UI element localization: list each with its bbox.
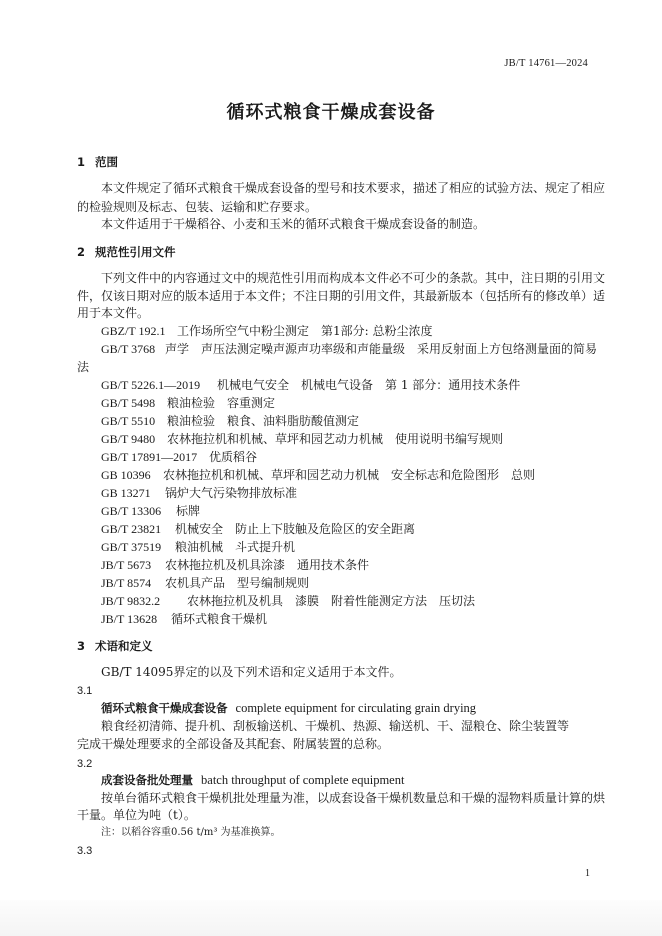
reference-item — [101, 557, 621, 573]
reference-item — [101, 503, 621, 519]
reference-code: JB/T 13628 — [101, 612, 158, 626]
term-definition-line: 完成干燥处理要求的全部设备及其配套、附属装置的总称。 — [77, 737, 390, 751]
standard-number: JB/T 14761—2024 — [504, 58, 588, 69]
reference-title: 粮油检验 容重测定 — [167, 396, 276, 410]
reference-title: 农机具产品 型号编制规则 — [165, 576, 310, 590]
reference-title: 声学 声压法测定噪声源声功率级和声能量级 采用反射面上方包络测量面的简易 — [165, 342, 598, 356]
reference-item — [101, 539, 621, 555]
reference-code: GB/T 23821 — [101, 522, 162, 536]
reference-code: JB/T 8574 — [101, 576, 152, 590]
reference-code: GB/T 17891—2017 — [101, 450, 198, 464]
scope-paragraph-line: 的检验规则及标志、包装、运输和贮存要求。 — [77, 200, 318, 214]
reference-item — [101, 413, 621, 429]
reference-item — [101, 341, 621, 357]
section-title: 范围 — [95, 155, 118, 169]
section-number: 1 — [77, 155, 86, 169]
reference-item — [101, 395, 621, 411]
reference-code: GBZ/T 192.1 — [101, 324, 166, 338]
section-number: 3 — [77, 639, 86, 653]
reference-title: 优质稻谷 — [209, 450, 258, 464]
term-number: 3.2 — [77, 758, 93, 770]
reference-item — [101, 575, 621, 591]
page-bottom-edge — [0, 900, 662, 936]
section-heading-normative-references — [77, 244, 597, 260]
section-title: 术语和定义 — [95, 639, 153, 653]
term-name-cn: 成套设备批处理量 — [101, 773, 193, 787]
section-heading-scope — [77, 154, 597, 170]
term-definition-line: 干量。单位为吨（t）。 — [77, 808, 196, 822]
reference-item — [101, 377, 621, 393]
reference-title: 农林拖拉机及机具涂漆 通用技术条件 — [165, 558, 370, 572]
term-name — [101, 700, 621, 716]
reference-code: JB/T 9832.2 — [101, 594, 161, 608]
reference-title: 标牌 — [176, 504, 201, 518]
term-definition-line: 按单台循环式粮食干燥机批处理量为准，以成套设备干燥机数量总和干燥的湿物料质量计算的烘 — [101, 791, 606, 805]
reference-title: 农林拖拉机及机具 漆膜 附着性能测定方法 压切法 — [187, 594, 476, 608]
reference-item — [101, 467, 621, 483]
reference-title: 循环式粮食干燥机 — [171, 612, 268, 626]
section-number: 2 — [77, 245, 86, 259]
term-name-en: batch throughput of complete equipment — [201, 773, 405, 787]
reference-code: GB/T 5510 — [101, 414, 156, 428]
normative-intro-line: 下列文件中的内容通过文中的规范性引用而构成本文件必不可少的条款。其中，注日期的引用文 — [101, 271, 606, 285]
term-name — [101, 772, 621, 788]
terms-intro: GB/T 14095界定的以及下列术语和定义适用于本文件。 — [101, 665, 402, 679]
reference-title: 农林拖拉机和机械、草坪和园艺动力机械 安全标志和危险图形 总则 — [163, 468, 536, 482]
reference-code: GB/T 3768 — [101, 342, 156, 356]
reference-code: GB/T 13306 — [101, 504, 162, 518]
reference-item — [101, 431, 621, 447]
reference-item — [101, 485, 621, 501]
reference-title: 粮油检验 粮食、油料脂肪酸值测定 — [167, 414, 360, 428]
reference-code: GB/T 5226.1—2019 — [101, 378, 201, 392]
section-heading-terms-definitions — [77, 638, 597, 654]
reference-item — [101, 611, 621, 627]
document-title: 循环式粮食干燥成套设备 — [226, 102, 436, 123]
page-number: 1 — [585, 868, 590, 879]
reference-code: JB/T 5673 — [101, 558, 152, 572]
reference-title: 机械安全 防止上下肢触及危险区的安全距离 — [175, 522, 416, 536]
reference-code: GB 10396 — [101, 468, 151, 482]
term-name-en: complete equipment for circulating grain drying — [235, 701, 477, 715]
reference-title: 工作场所空气中粉尘测定 第1部分: 总粉尘浓度 — [177, 324, 433, 338]
scope-paragraph-line: 本文件规定了循环式粮食干燥成套设备的型号和技术要求，描述了相应的试验方法、规定了相应 — [101, 181, 606, 195]
reference-code: GB/T 37519 — [101, 540, 162, 554]
reference-item — [101, 521, 621, 537]
normative-intro-line: 用于本文件。 — [77, 306, 150, 320]
term-name-cn: 循环式粮食干燥成套设备 — [101, 701, 228, 715]
reference-item — [101, 593, 621, 609]
term-note: 注：以稻谷容重0.56 t/m³ 为基准换算。 — [101, 827, 281, 838]
normative-intro-line: 件，仅该日期对应的版本适用于本文件；不注日期的引用文件，其最新版本（包括所有的修改单）适 — [77, 289, 606, 303]
section-title: 规范性引用文件 — [95, 245, 176, 259]
reference-title-continuation: 法 — [77, 360, 90, 374]
term-number: 3.1 — [77, 685, 93, 697]
term-definition-line: 粮食经初清筛、提升机、刮板输送机、干燥机、热源、输送机、干、湿粮仓、除尘装置等 — [101, 719, 570, 733]
reference-code: GB/T 9480 — [101, 432, 156, 446]
scope-applicability: 本文件适用于干燥稻谷、小麦和玉米的循环式粮食干燥成套设备的制造。 — [101, 217, 486, 231]
reference-title: 农林拖拉机和机械、草坪和园艺动力机械 使用说明书编写规则 — [167, 432, 504, 446]
reference-title: 机械电气安全 机械电气设备 第 1 部分：通用技术条件 — [217, 378, 521, 392]
reference-title: 锅炉大气污染物排放标准 — [165, 486, 298, 500]
reference-item — [101, 449, 621, 465]
term-number: 3.3 — [77, 845, 93, 857]
reference-code: GB 13271 — [101, 486, 151, 500]
reference-item — [101, 323, 621, 339]
reference-code: GB/T 5498 — [101, 396, 156, 410]
reference-title: 粮油机械 斗式提升机 — [175, 540, 296, 554]
